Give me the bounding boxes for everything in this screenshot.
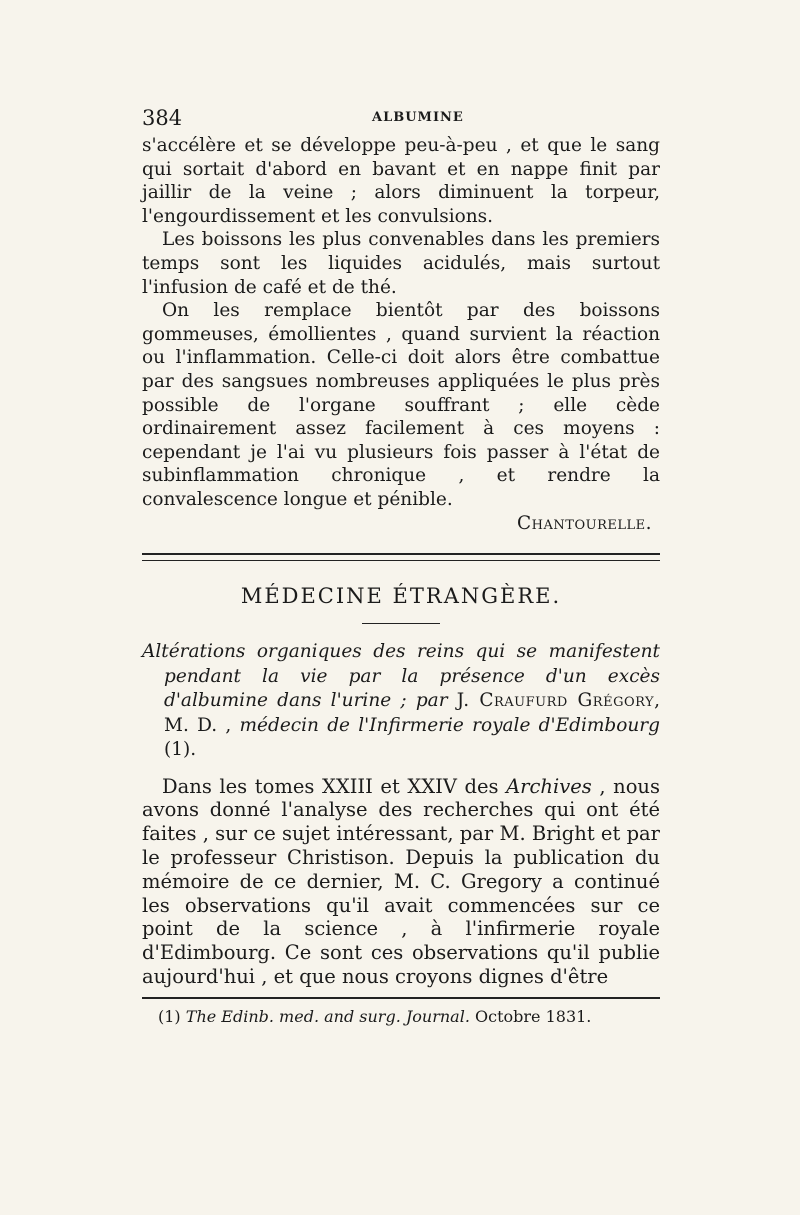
- intro-text-rest: , nous avons donné l'analyse des recherches qui ont été faites , sur ce sujet intéressant, par M. Bright et par le professeur Christison. Depuis la publication du mémoire de ce dernier, M. C. Gregory a continué les observations qu'il avait commencées sur ce point de la science , à l'infirmerie royale d'Edimbourg. Ce sont ces observations qu'il publie aujourd'hui , et que nous croyons dignes d'être: [142, 774, 660, 988]
- paragraph-treatment-text: On les remplace bientôt par des boissons gommeuses, émollientes , quand survient la réaction ou l'inflammation. Celle-ci doit alors être combattue par des sangsues nombreuses appliquées le plus près possible de l'organe souffrant ; elle cède ordinairement assez facilement à ces moyens : cependant je l'ai vu plusieurs fois passer à l'état de subinflammation chronique , et rendre la convalescence longue et pénible.: [142, 300, 660, 510]
- running-head: [142, 106, 660, 134]
- journal-name: Archives: [506, 774, 592, 798]
- article-degree: , M. D. ,: [164, 690, 660, 736]
- page-number: 384: [142, 106, 183, 130]
- article-author: J. Craufurd Grégory: [456, 690, 655, 712]
- section-divider: [142, 553, 660, 561]
- paragraph-continuation: s'accélère et se développe peu-à-peu , et que le sang qui sortait d'abord en bavant et en nappe finit par jaillir de la veine ; alors diminuent la torpeur, l'engourdissement et les convulsions.: [142, 135, 660, 227]
- running-title: ALBUMINE: [372, 110, 464, 125]
- book-page: [142, 106, 660, 1027]
- article-body: [142, 775, 660, 989]
- title-rule: [362, 623, 440, 624]
- paragraph-beverages: Les boissons les plus convenables dans les premiers temps sont les liquides acidulés, mais surtout l'infusion de café et de thé.: [142, 229, 660, 298]
- footnote: [142, 1007, 660, 1027]
- article-title-text: Altérations organiques des reins qui se manifestent pendant la vie par la présence d'un excès d'albumine dans l'urine ; par: [142, 641, 660, 712]
- article-affiliation: médecin de l'Infirmerie royale d'Edimbourg: [231, 714, 660, 736]
- paragraph-introduction: [142, 775, 660, 989]
- article-title: [142, 640, 660, 763]
- author-signature: Chantourelle.: [517, 512, 652, 534]
- footnote-divider: [142, 997, 660, 999]
- intro-text-start: Dans les tomes XXIII et XXIV des: [162, 774, 507, 798]
- footnote-journal: The Edinb. med. and surg. Journal.: [185, 1006, 470, 1026]
- footnote-reference: (1).: [164, 739, 197, 761]
- paragraph-treatment: [142, 299, 660, 511]
- section-title: MÉDECINE ÉTRANGÈRE.: [240, 584, 562, 609]
- footnote-marker: (1): [158, 1006, 181, 1026]
- footnote-date: Octobre 1831.: [469, 1006, 592, 1026]
- signature-line: [142, 512, 660, 536]
